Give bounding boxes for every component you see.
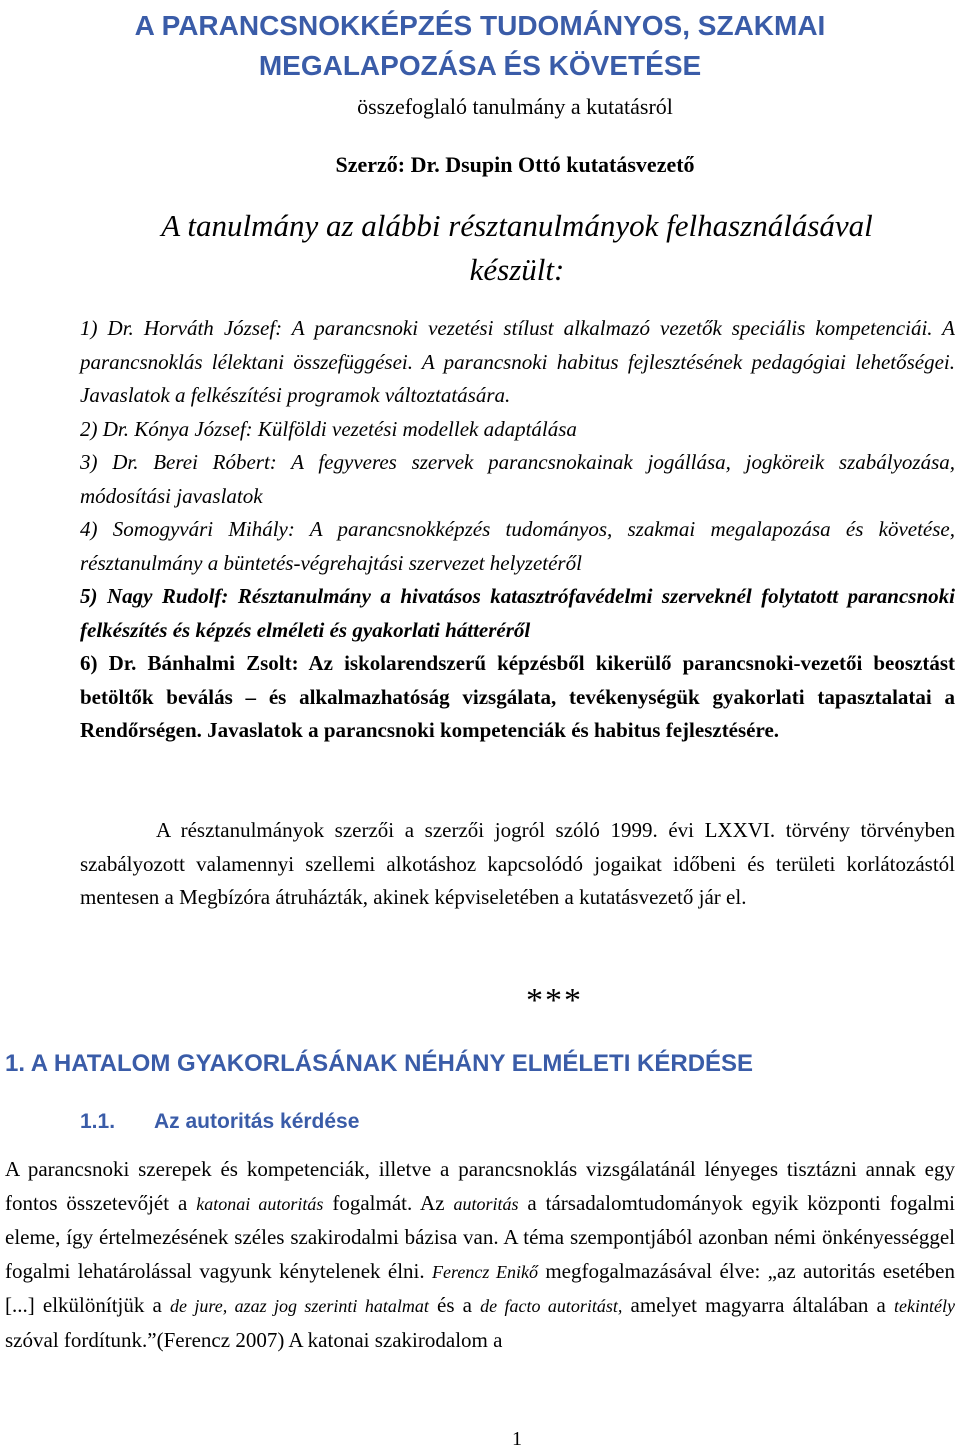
body-term: katonai autoritás: [196, 1193, 324, 1214]
study-number: 5): [80, 584, 98, 608]
body-term: autoritás: [453, 1193, 519, 1214]
copyright-note: A résztanulmányok szerzői a szerzői jogról szóló 1999. évi LXXVI. törvény törvényben szabályozott valamennyi szellemi alkotáshoz kapcsolódó jogaikat időbeni és területi korlátozástól mentesen a Megbízóra átruházták, akinek képviseletében a kutatásvezető jár el.: [80, 818, 955, 909]
study-item-1: [80, 312, 955, 413]
body-text: szóval fordítunk.”(Ferencz 2007) A katonai szakirodalom a: [5, 1327, 503, 1352]
study-item-3: [80, 446, 955, 513]
body-text: fogalmát. Az: [323, 1190, 454, 1215]
study-number: 4): [80, 517, 98, 541]
study-text: Nagy Rudolf: Résztanulmány a hivatásos katasztrófavédelmi szerveknél folytatott parancsnoki felkészítés és képzés elméleti és gyakorlati hátteréről: [80, 584, 955, 642]
body-text: megfogalmazásával élve: „az autoritás esetében [...] elkülönítjük a: [5, 1258, 956, 1317]
body-term: de jure, azaz jog szerinti hatalmat: [170, 1296, 429, 1316]
study-item-5: [80, 580, 955, 647]
body-text: a társadalomtudományok egyik központi fogalmi eleme, így értelmezésének széles szakirodalmi bázisa van. A téma szempontjából azonban némi önkényességgel fogalmi lehatárolással vagyunk kénytelenek élni.: [5, 1190, 956, 1283]
sources-heading-line-2: készült:: [469, 252, 565, 287]
document-subtitle: összefoglaló tanulmány a kutatásról: [357, 94, 673, 119]
body-paragraph: [5, 1153, 955, 1357]
study-list: [80, 312, 955, 748]
title-line-1: A PARANCSNOKKÉPZÉS TUDOMÁNYOS, SZAKMAI: [134, 10, 826, 41]
page-number: 1: [512, 1428, 522, 1450]
cited-author: Ferencz Enikő: [432, 1261, 538, 1282]
chapter-heading: [5, 1050, 753, 1078]
study-item-4: [80, 513, 955, 580]
author-line: Szerző: Dr. Dsupin Ottó kutatásvezető: [335, 152, 695, 177]
study-number: 2): [80, 416, 98, 441]
study-number: 3): [80, 450, 98, 474]
section-heading: [80, 1110, 359, 1134]
body-term: de facto autoritást,: [480, 1296, 623, 1316]
study-number: 6): [80, 651, 98, 675]
study-item-2: [80, 413, 955, 447]
study-text: Dr. Berei Róbert: A fegyveres szervek parancsnokainak jogállása, jogköreik szabályozása, módosítási javaslatok: [80, 450, 955, 508]
study-number: 1): [80, 316, 98, 340]
section-number: 1.1.: [80, 1110, 116, 1133]
title-line-2: MEGALAPOZÁSA ÉS KÖVETÉSE: [258, 50, 702, 81]
chapter-title: A HATALOM GYAKORLÁSÁNAK NÉHÁNY ELMÉLETI KÉRDÉSE: [30, 1050, 754, 1077]
body-text: amelyet magyarra általában a: [622, 1293, 895, 1317]
chapter-number: 1.: [5, 1050, 26, 1077]
body-term: tekintély: [894, 1296, 955, 1316]
section-separator: ***: [526, 982, 583, 1019]
study-text: Dr. Kónya József: Külföldi vezetési modellek adaptálása: [102, 416, 577, 441]
document-title: [0, 6, 960, 86]
study-item-6: [80, 647, 955, 748]
study-text: Dr. Horváth József: A parancsnoki vezetési stílust alkalmazó vezetők speciális kompetenciái. A parancsnoklás lélektani összefüggései. A parancsnoki habitus fejlesztésének pedagógiai lehetőségei. Javaslatok a felkészítési programok változtatására.: [80, 316, 955, 407]
section-title: Az autoritás kérdése: [154, 1110, 360, 1133]
sources-heading-line-1: A tanulmány az alábbi résztanulmányok felhasználásával: [161, 208, 873, 243]
sources-heading: [0, 204, 960, 292]
body-text: A parancsnoki szerepek és kompetenciák, illetve a parancsnoklás vizsgálatánál lényeges tisztázni annak egy fontos összetevőjét a: [5, 1157, 955, 1215]
body-text: és a: [428, 1293, 481, 1317]
study-text: Somogyvári Mihály: A parancsnokképzés tudományos, szakmai megalapozása és követése, résztanulmány a büntetés-végrehajtási szervezet helyzetéről: [80, 517, 956, 575]
study-text: Dr. Bánhalmi Zsolt: Az iskolarendszerű képzésből kikerülő parancsnoki-vezetői beosztást betöltők beválás – és alkalmazhatóság vizsgálata, tevékenységük gyakorlati tapasztalatai a Rendőrségen. Javaslatok a parancsnoki kompetenciák és habitus fejlesztésére.: [80, 651, 956, 742]
